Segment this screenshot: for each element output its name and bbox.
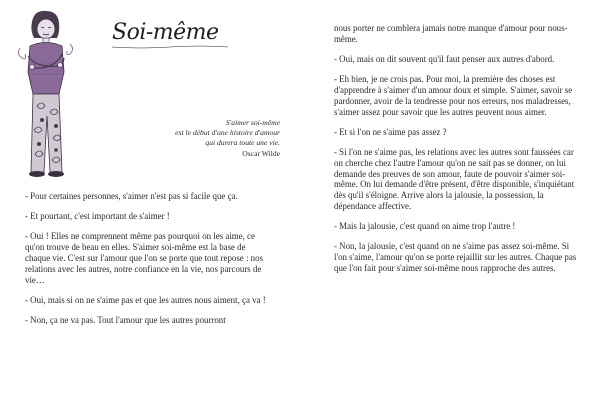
paragraph: - Si l'on ne s'aime pas, les relations avec les autres sont faussées car on cherche chez l'autre l'amour qu'on ne sait pas se donner, on lui demande des preuves de son amour, faute de pouvoir s'aimer soi-même. On lui demande d'être présent, d'être disponible, s'inquiétant dès qu'il s'éloigne. Arrive alors la jalousie, la possession, la dépendance affective. xyxy=(334,146,575,211)
paragraph: - Et si l'on ne s'aime pas assez ? xyxy=(334,126,447,137)
paragraph: nous porter ne comblera jamais notre manque d'amour pour nous-même. xyxy=(334,23,568,44)
epigraph xyxy=(150,118,280,159)
paragraph: - Oui, mais on dit souvent qu'il faut penser aux autres d'abord. xyxy=(334,53,555,64)
right-page xyxy=(300,0,600,400)
paragraph: - Oui, mais si on ne s'aime pas et que les autres nous aiment, ça va ! xyxy=(25,294,266,305)
right-column-text xyxy=(334,23,582,283)
epigraph-line: S'aimer soi-même xyxy=(225,118,280,127)
epigraph-line: est le début d'une histoire d'amour xyxy=(175,128,280,137)
title-flourish xyxy=(110,44,230,50)
paragraph: - Et pourtant, c'est important de s'aimer ! xyxy=(25,211,170,222)
paragraph: - Non, ça ne va pas. Tout l'amour que les autres pourront xyxy=(25,314,226,325)
paragraph: - Non, la jalousie, c'est quand on ne s'aime pas assez soi-même. Si l'on s'aime, l'amour qu'on se porte rejaillit sur les autres. Chaque pas que l'on fait pour s'aimer soi-même nous rapproche des autres. xyxy=(334,241,577,273)
woman-illustration xyxy=(12,8,78,180)
paragraph: - Mais la jalousie, c'est quand on aime trop l'autre ! xyxy=(334,221,516,232)
left-column-text xyxy=(25,191,270,335)
epigraph-author: Oscar Wilde xyxy=(242,149,280,158)
paragraph: - Oui ! Elles ne comprennent même pas pourquoi on les aime, ce qu'on trouve de beau en elles. S'aimer soi-même est la base de chaque vie. C'est sur l'amour que l'on se porte que tout repose : nos relations avec les autres, notre confiance en la vie, nos parcours de vie… xyxy=(25,231,263,285)
chapter-title: Soi-même xyxy=(112,20,219,45)
paragraph: - Eh bien, je ne crois pas. Pour moi, la première des choses est d'apprendre à s'aimer d'un amour doux et simple. S'aimer, savoir se pardonner, avoir de la tendresse pour nos erreurs, nos maladresses, s'aimer assez pour savoir que les autres peuvent nous aimer. xyxy=(334,74,573,117)
paragraph: - Pour certaines personnes, s'aimer n'est pas si facile que ça. xyxy=(25,191,238,201)
epigraph-line: qui durera toute une vie. xyxy=(205,138,280,147)
